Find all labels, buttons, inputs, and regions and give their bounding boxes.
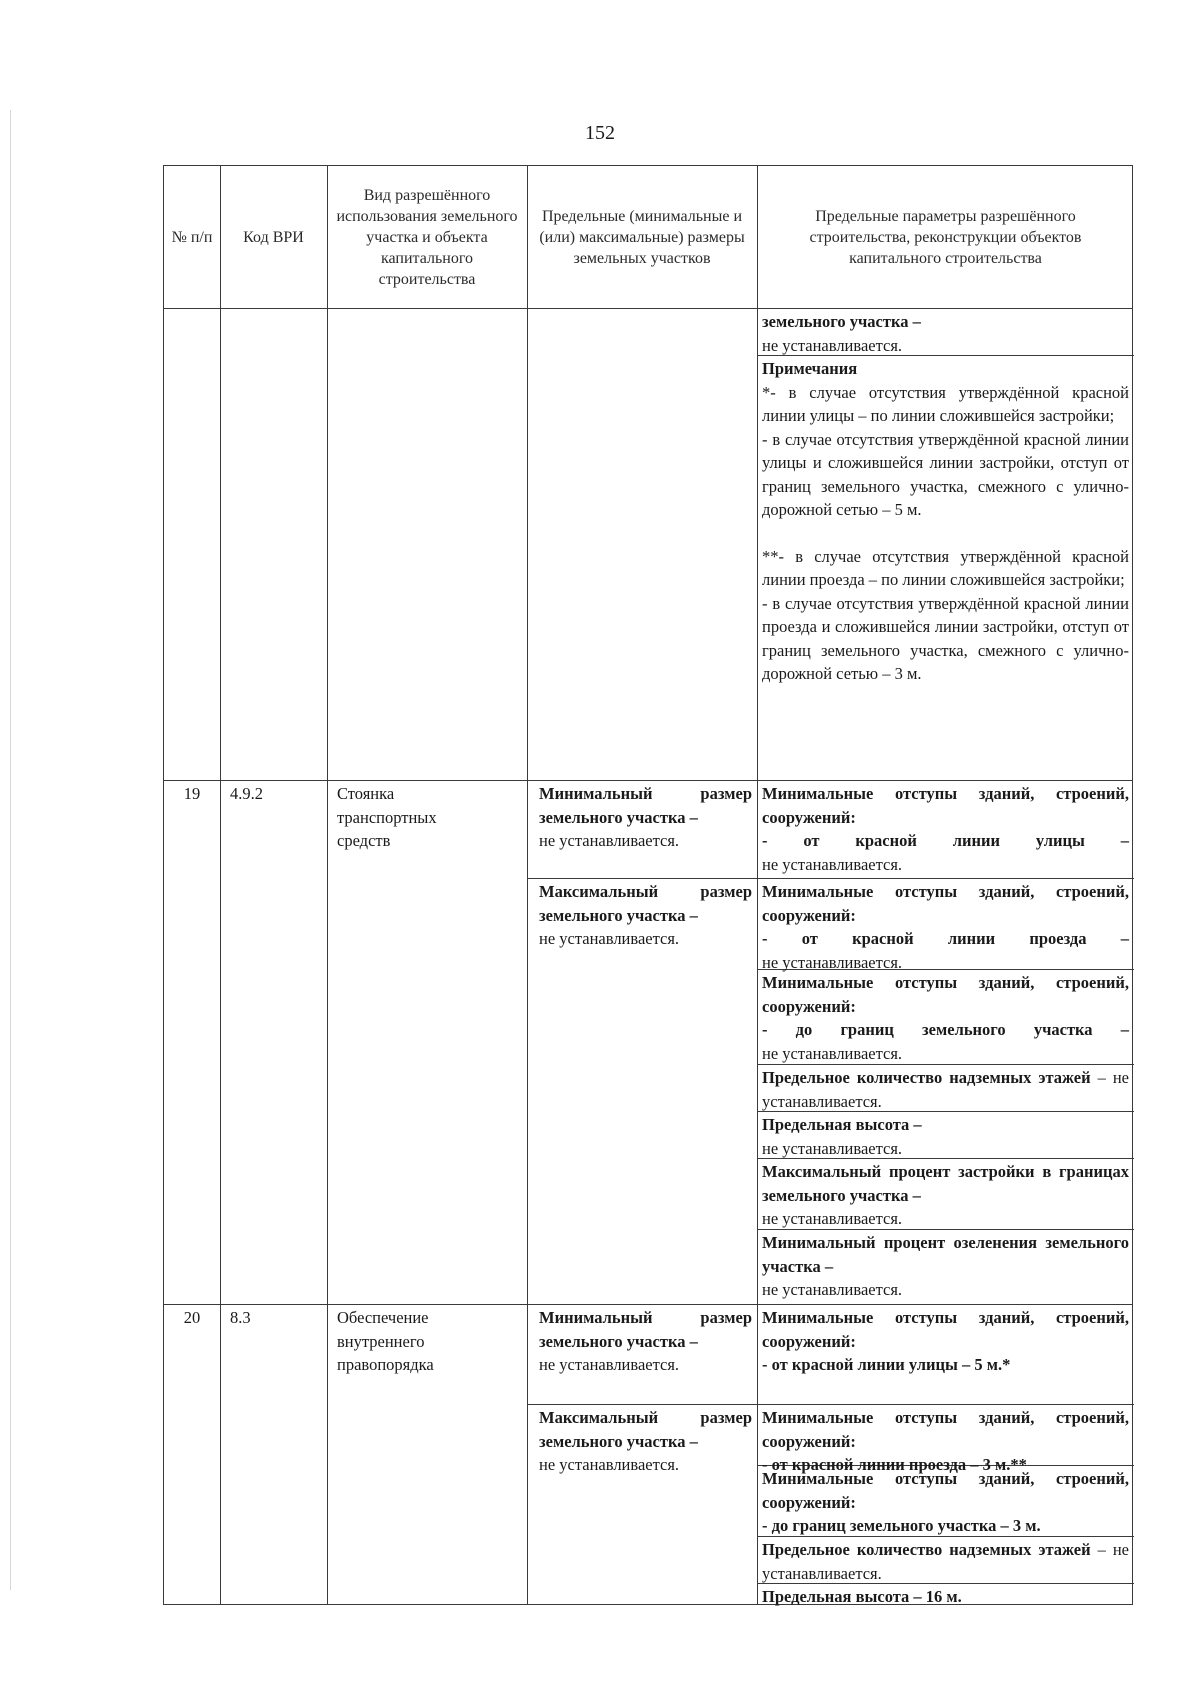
- param-title: Предельное количество надземных этажей: [762, 1540, 1091, 1559]
- param-value: не устанавливается.: [762, 1043, 903, 1063]
- param-title: Минимальные отступы зданий, строений, сооружений:: [762, 1469, 1129, 1512]
- continuation-value: не устанавливается.: [762, 335, 903, 355]
- page-number: 152: [585, 122, 615, 144]
- note-paragraph: *- в случае отсутствия утверждённой красной линии улицы – по линии сложившейся застройки;: [762, 382, 1129, 425]
- param-floors: [757, 1066, 1134, 1113]
- row-divider: [164, 308, 1132, 309]
- scan-edge: [10, 110, 11, 1590]
- param-street-setback: [757, 1306, 1134, 1377]
- min-plot-size-value: не устанавливается.: [539, 1355, 680, 1374]
- param-title: Минимальные отступы зданий, строений, сооружений:: [762, 1408, 1129, 1451]
- param-title: Минимальные отступы зданий, строений, сооружений:: [762, 973, 1129, 1016]
- param-body: - до границ земельного участка – 3 м.: [762, 1516, 1041, 1535]
- header-no: № п/п: [171, 228, 213, 246]
- param-body: - от красной линии улицы – 5 м.*: [762, 1355, 1011, 1374]
- param-value: – не устанавливается.: [762, 1068, 1129, 1111]
- max-plot-size: [527, 880, 757, 951]
- notes-title: Примечания: [762, 359, 858, 378]
- header-build-params: Предельные параметры разрешённого строительства, реконструкции объектов капитального строительства: [809, 207, 1082, 267]
- param-height: [757, 1585, 1134, 1609]
- param-title: Максимальный процент застройки в границах земельного участка –: [762, 1162, 1129, 1205]
- use-type: Стоянка транспортных средств: [337, 784, 437, 850]
- min-plot-size-title: Минимальный размер земельного участка –: [539, 1308, 752, 1351]
- max-plot-size-value: не устанавливается.: [539, 1455, 680, 1474]
- cell-divider: [527, 1404, 1134, 1405]
- row-divider: [164, 1304, 1132, 1305]
- param-floors: [757, 1538, 1134, 1585]
- param-body: - от красной линии проезда – 3 м.**: [762, 1455, 1027, 1474]
- min-plot-size: [527, 1306, 757, 1377]
- continuation-cell: [757, 310, 1134, 357]
- cell-divider: [527, 878, 1134, 879]
- param-street-setback: [757, 782, 1134, 876]
- param-boundary-setback: [757, 971, 1134, 1065]
- header-use-type: Вид разрешённого использования земельного участка и объекта капитального строительства: [336, 186, 518, 288]
- min-plot-size-title: Минимальный размер земельного участка –: [539, 784, 752, 827]
- param-title: Минимальные отступы зданий, строений, сооружений:: [762, 784, 1129, 827]
- header-code: Код ВРИ: [243, 228, 304, 246]
- note-paragraph: **- в случае отсутствия утверждённой красной линии проезда – по линии сложившейся застройки;: [762, 546, 1129, 589]
- header-plot-size: Предельные (минимальные и (или) максимальные) размеры земельных участков: [539, 207, 745, 267]
- regulations-table: [163, 165, 1133, 1605]
- param-title: Предельная высота – 16 м.: [762, 1587, 962, 1606]
- col-divider: [220, 166, 221, 1604]
- param-coverage: [757, 1160, 1134, 1231]
- row-number: 20: [183, 1308, 201, 1327]
- max-plot-size-value: не устанавливается.: [539, 929, 680, 948]
- param-value: не устанавливается.: [762, 854, 903, 874]
- param-driveway-setback: [757, 880, 1134, 974]
- max-plot-size-title: Максимальный размер земельного участка –: [539, 882, 752, 925]
- param-greenery: [757, 1231, 1134, 1302]
- vri-code: 8.3: [230, 1308, 251, 1327]
- col-divider: [327, 166, 328, 1604]
- param-body: - от красной линии проезда –: [762, 929, 1129, 948]
- param-value: не устанавливается.: [762, 1280, 903, 1299]
- param-title: Минимальные отступы зданий, строений, сооружений:: [762, 1308, 1129, 1351]
- param-boundary-setback: [757, 1467, 1134, 1538]
- param-height: [757, 1113, 1134, 1160]
- param-value: не устанавливается.: [762, 1209, 903, 1228]
- param-title: Предельная высота –: [762, 1115, 922, 1134]
- param-value: не устанавливается.: [762, 1138, 903, 1158]
- note-paragraph: - в случае отсутствия утверждённой красной линии улицы и сложившейся линии застройки, отступ от границ земельного участка, смежного с улично-дорожной сетью – 5 м.: [762, 429, 1129, 519]
- row-number: 19: [183, 784, 201, 803]
- note-paragraph: - в случае отсутствия утверждённой красной линии проезда и сложившейся линии застройки, отступ от границ земельного участка, смежного с улично-дорожной сетью – 3 м.: [762, 593, 1129, 683]
- use-type: Обеспечение внутреннего правопорядка: [337, 1308, 434, 1374]
- param-title: Минимальный процент озеленения земельного участка –: [762, 1233, 1129, 1276]
- param-title: Минимальные отступы зданий, строений, сооружений:: [762, 882, 1129, 925]
- max-plot-size: [527, 1406, 757, 1477]
- vri-code: 4.9.2: [230, 784, 263, 803]
- max-plot-size-title: Максимальный размер земельного участка –: [539, 1408, 752, 1451]
- param-value: – не устанавливается.: [762, 1540, 1129, 1583]
- min-plot-size-value: не устанавливается.: [539, 831, 680, 850]
- param-driveway-setback: [757, 1406, 1134, 1477]
- min-plot-size: [527, 782, 757, 853]
- continuation-line: земельного участка –: [762, 312, 921, 331]
- param-value: не устанавливается.: [762, 952, 903, 972]
- param-body: - до границ земельного участка –: [762, 1020, 1129, 1039]
- notes-cell: [757, 357, 1134, 686]
- param-title: Предельное количество надземных этажей: [762, 1068, 1091, 1087]
- row-divider: [164, 780, 1132, 781]
- param-body: - от красной линии улицы –: [762, 831, 1129, 850]
